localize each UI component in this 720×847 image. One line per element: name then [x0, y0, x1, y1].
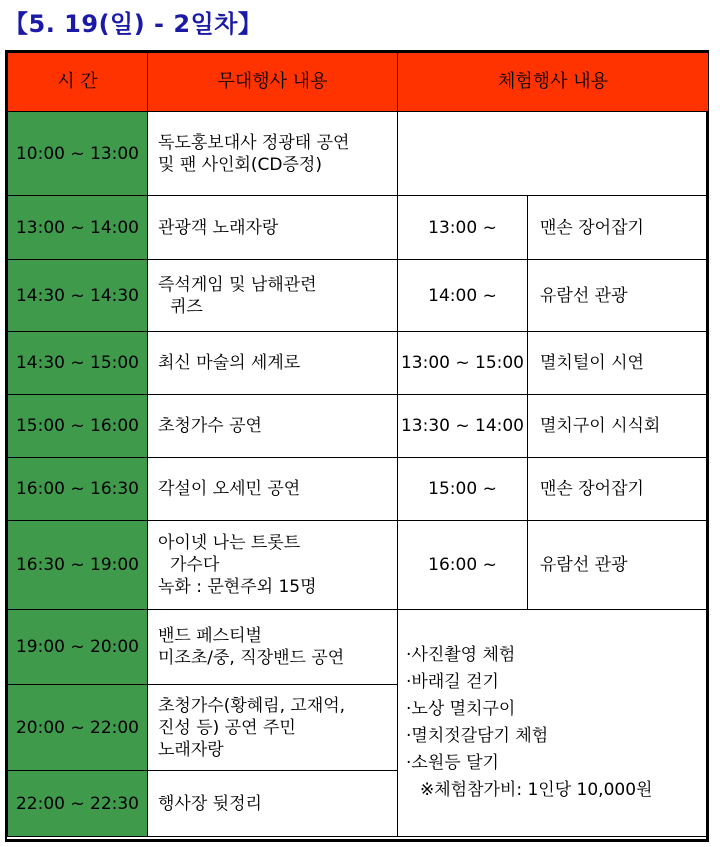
table-row [8, 196, 709, 260]
time-cell: 13:00 ~ 14:00 [8, 196, 148, 260]
stage-line: 가수다 [170, 555, 220, 575]
table-row [8, 521, 709, 610]
stage-event: 최신 마술의 세계로 [148, 332, 398, 395]
experience-time: 13:30 ~ 14:00 [398, 395, 528, 458]
stage-line: 즉석게임 및 남해관련 [158, 274, 317, 295]
header-time: 시 간 [8, 53, 148, 112]
stage-line: 및 팬 사인회(CD증정) [158, 154, 322, 175]
experience-time: 14:00 ~ [398, 260, 528, 332]
note-item: ·사진촬영 체험 [406, 645, 516, 665]
experience-name: 유람선 관광 [528, 521, 709, 610]
table-row [8, 458, 709, 521]
stage-line: 밴드 페스티벌 [158, 626, 262, 646]
stage-line: 초청가수(황혜림, 고재억, [158, 695, 346, 716]
stage-event: 관광객 노래자랑 [148, 196, 398, 260]
stage-event [148, 610, 398, 685]
experience-name: 멸치구이 시식회 [528, 395, 709, 458]
table-row [8, 610, 709, 685]
time-cell: 19:00 ~ 20:00 [8, 610, 148, 685]
experience-time: 13:00 ~ 15:00 [398, 332, 528, 395]
stage-line: 독도홍보대사 정광태 공연 [158, 132, 350, 153]
time-cell: 16:00 ~ 16:30 [8, 458, 148, 521]
time-cell: 14:30 ~ 14:30 [8, 260, 148, 332]
time-cell: 22:00 ~ 22:30 [8, 771, 148, 837]
note-item: ·멸치젓갈담기 체험 [406, 726, 549, 746]
note-item: ·노상 멸치구이 [406, 699, 516, 719]
experience-time: 15:00 ~ [398, 458, 528, 521]
time-cell: 16:30 ~ 19:00 [8, 521, 148, 610]
time-cell: 15:00 ~ 16:00 [8, 395, 148, 458]
header-stage: 무대행사 내용 [148, 53, 398, 112]
stage-line: 노래자랑 [158, 739, 224, 760]
table-row [8, 260, 709, 332]
stage-event: 각설이 오세민 공연 [148, 458, 398, 521]
stage-event: 초청가수 공연 [148, 395, 398, 458]
header-experience: 체험행사 내용 [398, 53, 709, 112]
experience-name: 유람선 관광 [528, 260, 709, 332]
experience-name: 멸치털이 시연 [528, 332, 709, 395]
experience-name: 맨손 장어잡기 [528, 196, 709, 260]
time-cell: 14:30 ~ 15:00 [8, 332, 148, 395]
stage-event [148, 260, 398, 332]
stage-event [148, 112, 398, 196]
note-item: ·바래길 걷기 [406, 672, 499, 692]
table-row [8, 332, 709, 395]
note-item: ·소원등 달기 [406, 753, 499, 773]
stage-line: 아이넷 나는 트롯트 [158, 533, 301, 553]
page-title: 【5. 19(일) - 2일차】 [4, 10, 263, 38]
schedule-table [7, 52, 709, 837]
experience-time: 16:00 ~ [398, 521, 528, 610]
stage-line: 진성 등) 공연 주민 [158, 717, 296, 738]
stage-line: 미조초/중, 직장밴드 공연 [158, 648, 345, 668]
experience-name: 맨손 장어잡기 [528, 458, 709, 521]
time-cell: 10:00 ~ 13:00 [8, 112, 148, 196]
table-row [8, 395, 709, 458]
table-row [8, 112, 709, 196]
experience-notes [398, 610, 709, 837]
stage-line: 퀴즈 [170, 296, 203, 317]
stage-event: 행사장 뒷정리 [148, 771, 398, 837]
experience-time: 13:00 ~ [398, 196, 528, 260]
time-cell: 20:00 ~ 22:00 [8, 685, 148, 771]
experience-empty [398, 112, 709, 196]
fee-note: ※체험참가비: 1인당 10,000원 [420, 780, 653, 800]
stage-event [148, 521, 398, 610]
stage-event [148, 685, 398, 771]
header-row [8, 53, 709, 112]
stage-line: 녹화 : 문현주외 15명 [158, 577, 317, 597]
